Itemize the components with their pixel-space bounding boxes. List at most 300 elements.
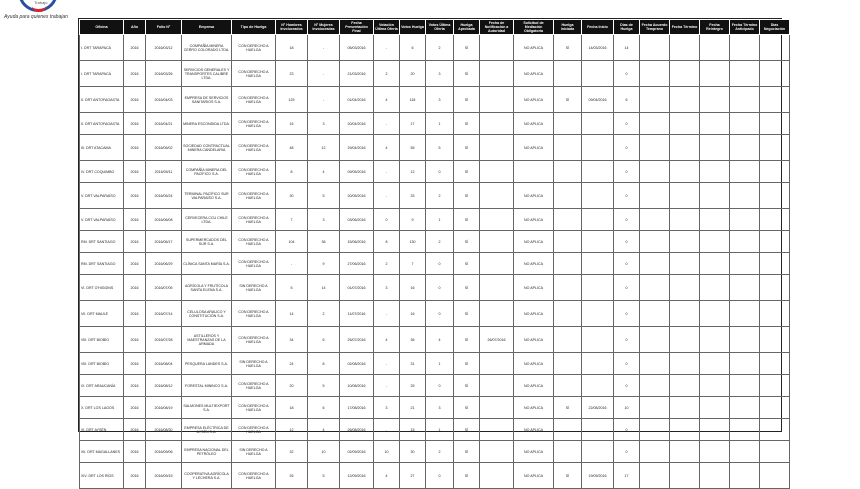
table-cell [730, 135, 760, 161]
table-cell [554, 275, 582, 301]
table-cell: 2016 [124, 35, 146, 61]
table-cell: 32 [276, 441, 308, 463]
table-cell [760, 61, 790, 87]
table-cell: 8 [374, 231, 400, 253]
table-cell: 2016 [124, 253, 146, 275]
table-cell [700, 419, 730, 441]
table-cell: 2016 [124, 183, 146, 209]
table-row [80, 209, 790, 231]
table-cell: NO APLICA [514, 463, 554, 489]
table-cell: EMPRESA NACIONAL DEL PETRÓLEO [182, 441, 232, 463]
table-cell: V. DRT VALPARAÍSO [80, 183, 124, 209]
table-cell: 18 [276, 397, 308, 419]
table-cell: 0 [426, 253, 454, 275]
table-cell: 02/08/2016 [340, 353, 374, 375]
table-cell [700, 183, 730, 209]
table-cell: 20 [276, 375, 308, 397]
table-cell: 118 [400, 87, 426, 113]
column-header: Votación Última Oferta [374, 20, 400, 35]
table-cell: NO APLICA [514, 419, 554, 441]
column-header: Fecha Acuerdo Temprano [640, 20, 670, 35]
table-cell: 1 [426, 353, 454, 375]
table-cell: 0 [614, 209, 640, 231]
table-cell: 2016 [124, 161, 146, 183]
table-cell: CELULOSA ARAUCO Y CONSTITUCIÓN S.A. [182, 301, 232, 327]
table-cell: CON DERECHO A HUELGA [232, 253, 276, 275]
table-cell: 2 [426, 441, 454, 463]
table-cell [760, 231, 790, 253]
table-row [80, 463, 790, 489]
table-cell [670, 353, 700, 375]
table-cell: 0 [614, 161, 640, 183]
table-cell [700, 209, 730, 231]
table-cell [700, 375, 730, 397]
table-cell [480, 135, 514, 161]
table-cell: CON DERECHO A HUELGA [232, 113, 276, 135]
table-cell [730, 301, 760, 327]
table-cell: CON DERECHO A HUELGA [232, 327, 276, 353]
table-cell: - [374, 301, 400, 327]
table-cell: 0 [614, 275, 640, 301]
table-cell: TERMINAL PACÍFICO SUR VALPARAÍSO S.A. [182, 183, 232, 209]
table-cell [480, 35, 514, 61]
table-cell [760, 375, 790, 397]
table-cell: 1 [426, 209, 454, 231]
column-header: Oficina [80, 20, 124, 35]
table-row [80, 87, 790, 113]
table-cell: 2016/08/19 [146, 397, 182, 419]
column-header: Días de Huelga [614, 20, 640, 35]
table-cell: 20/05/2016 [340, 183, 374, 209]
table-row [80, 183, 790, 209]
table-cell: CON DERECHO A HUELGA [232, 87, 276, 113]
table-row [80, 441, 790, 463]
table-cell [670, 209, 700, 231]
table-cell: 19/09/2016 [582, 463, 614, 489]
table-cell: 2016 [124, 301, 146, 327]
table-cell [760, 113, 790, 135]
table-cell: SÍ [554, 463, 582, 489]
table-cell: X. DRT LOS LAGOS [80, 397, 124, 419]
table-cell: SÍ [454, 183, 480, 209]
table-cell: MINERA ESCONDIDA LTDA. [182, 113, 232, 135]
column-header: N° Mujeres Involucradas [308, 20, 340, 35]
table-cell [700, 275, 730, 301]
table-cell [554, 231, 582, 253]
table-cell [640, 231, 670, 253]
table-cell: 17 [614, 463, 640, 489]
table-cell: I. DRT TARAPACÁ [80, 35, 124, 61]
table-cell: RM. DRT SANTIAGO [80, 253, 124, 275]
table-cell [730, 61, 760, 87]
strikes-table [79, 19, 790, 489]
table-cell: 12 [276, 419, 308, 441]
table-cell [582, 253, 614, 275]
table-cell [640, 35, 670, 61]
table-cell: CON DERECHO A HUELGA [232, 183, 276, 209]
table-cell: 14 [308, 275, 340, 301]
table-cell [640, 113, 670, 135]
table-cell: 130 [400, 231, 426, 253]
table-body [80, 35, 790, 489]
table-cell: 12 [400, 161, 426, 183]
table-cell: NO APLICA [514, 397, 554, 419]
table-cell: 14 [614, 35, 640, 61]
column-header: Fecha Término Anticipado [730, 20, 760, 35]
table-cell [730, 463, 760, 489]
table-cell [730, 441, 760, 463]
table-cell [480, 61, 514, 87]
column-header: Huelga Aprobada [454, 20, 480, 35]
table-cell: 0 [614, 113, 640, 135]
table-cell [640, 209, 670, 231]
table-row [80, 397, 790, 419]
table-cell: NO APLICA [514, 441, 554, 463]
column-header: Votos Huelga [400, 20, 426, 35]
table-cell: 2016/07/14 [146, 301, 182, 327]
column-header: Votos Última Oferta [426, 20, 454, 35]
column-header: Fecha Presentación Final [340, 20, 374, 35]
table-cell [640, 87, 670, 113]
table-cell: - [374, 419, 400, 441]
table-cell: 27/06/2016 [340, 253, 374, 275]
table-cell: 10 [374, 441, 400, 463]
table-cell: 6 [308, 327, 340, 353]
table-cell [730, 327, 760, 353]
table-cell: 9 [308, 253, 340, 275]
table-cell: 2016 [124, 87, 146, 113]
table-cell: 26 [276, 463, 308, 489]
table-cell [730, 161, 760, 183]
table-cell [670, 87, 700, 113]
table-cell: SÍ [454, 301, 480, 327]
table-cell: 15 [400, 419, 426, 441]
table-cell: 4 [426, 327, 454, 353]
table-row [80, 275, 790, 301]
table-cell [760, 419, 790, 441]
table-cell: 0 [614, 301, 640, 327]
table-cell: II. DRT ANTOFAGASTA [80, 113, 124, 135]
table-cell: 17/08/2016 [340, 397, 374, 419]
table-cell: 5 [276, 275, 308, 301]
table-cell [640, 253, 670, 275]
table-cell [670, 183, 700, 209]
table-cell: 0 [614, 353, 640, 375]
table-cell: - [308, 61, 340, 87]
table-cell [554, 301, 582, 327]
table-cell: - [374, 375, 400, 397]
table-cell: SÍ [454, 463, 480, 489]
table-cell: 104 [276, 231, 308, 253]
table-cell: EMPRESA DE SERVICIOS SANITARIOS S.A. [182, 87, 232, 113]
table-cell: 8 [276, 161, 308, 183]
table-cell: AGRÍCOLA Y FRUTÍCOLA SANTA ELENA S.A. [182, 275, 232, 301]
table-cell: - [374, 353, 400, 375]
table-cell [700, 61, 730, 87]
table-cell: 21 [400, 397, 426, 419]
table-cell [760, 35, 790, 61]
table-cell: 5 [308, 375, 340, 397]
table-cell: 26/08/2016 [340, 419, 374, 441]
table-cell: 02/09/2016 [340, 441, 374, 463]
table-cell: SIN DERECHO A HUELGA [232, 275, 276, 301]
table-cell [554, 113, 582, 135]
table-cell: SÍ [454, 397, 480, 419]
table-cell: 2016/06/17 [146, 231, 182, 253]
table-cell: 2016 [124, 275, 146, 301]
table-cell: 2016 [124, 441, 146, 463]
table-cell [640, 419, 670, 441]
table-cell: 34 [276, 327, 308, 353]
table-cell: SÍ [454, 209, 480, 231]
table-cell [480, 183, 514, 209]
table-cell: XIV. DRT LOS RÍOS [80, 463, 124, 489]
table-cell [640, 135, 670, 161]
column-header: Días Negociación [760, 20, 790, 35]
table-cell: COMPAÑÍA MINERA DEL PACÍFICO S.A. [182, 161, 232, 183]
table-cell: CON DERECHO A HUELGA [232, 397, 276, 419]
table-cell [480, 161, 514, 183]
table-cell [670, 161, 700, 183]
table-cell [730, 353, 760, 375]
table-cell: I. DRT TARAPACÁ [80, 61, 124, 87]
table-cell [730, 87, 760, 113]
table-cell: 2016/06/29 [146, 253, 182, 275]
table-cell: 2016/05/11 [146, 161, 182, 183]
table-cell: 20 [400, 61, 426, 87]
table-cell: 6 [400, 35, 426, 61]
table-cell [582, 441, 614, 463]
table-cell [730, 209, 760, 231]
table-cell: 11/07/2016 [340, 301, 374, 327]
table-cell: 2016/08/12 [146, 375, 182, 397]
table-cell: 0 [426, 463, 454, 489]
table-cell: 33 [400, 183, 426, 209]
table-cell [670, 327, 700, 353]
table-cell: III. DRT ATACAMA [80, 135, 124, 161]
table-cell: 15 [276, 113, 308, 135]
table-cell [480, 231, 514, 253]
table-cell [760, 397, 790, 419]
table-cell: SÍ [554, 87, 582, 113]
table-cell: 0 [426, 275, 454, 301]
table-cell: 15/06/2016 [340, 231, 374, 253]
table-cell: 2016/03/26 [146, 61, 182, 87]
table-cell [670, 301, 700, 327]
table-cell [700, 441, 730, 463]
table-cell [760, 161, 790, 183]
table-cell: 4 [308, 419, 340, 441]
table-cell: 2016/06/08 [146, 209, 182, 231]
table-cell: CERVECERA CCU CHILE LTDA. [182, 209, 232, 231]
table-cell: 2016/07/28 [146, 327, 182, 353]
table-cell: 55 [400, 135, 426, 161]
table-cell [730, 231, 760, 253]
table-cell: 2016/04/21 [146, 113, 182, 135]
table-cell: 5 [426, 135, 454, 161]
table-cell: 2016/05/02 [146, 135, 182, 161]
table-cell [730, 397, 760, 419]
table-cell [582, 419, 614, 441]
table-row [80, 253, 790, 275]
table-cell [582, 327, 614, 353]
table-cell: - [374, 183, 400, 209]
table-cell: 2016 [124, 397, 146, 419]
table-cell: CON DERECHO A HUELGA [232, 135, 276, 161]
table-cell [700, 353, 730, 375]
table-cell: 0 [614, 183, 640, 209]
table-cell: 1 [426, 419, 454, 441]
table-cell: 2016 [124, 327, 146, 353]
table-cell [480, 275, 514, 301]
table-cell: SÍ [454, 375, 480, 397]
table-cell: 16 [400, 275, 426, 301]
table-row [80, 61, 790, 87]
table-cell: CON DERECHO A HUELGA [232, 35, 276, 61]
table-cell: 3 [426, 87, 454, 113]
table-cell [582, 353, 614, 375]
table-cell [554, 375, 582, 397]
table-cell [700, 35, 730, 61]
table-cell [640, 61, 670, 87]
table-cell: XI. DRT AYSÉN [80, 419, 124, 441]
table-cell: 27 [400, 463, 426, 489]
table-cell: 36 [308, 231, 340, 253]
table-cell: 17 [400, 113, 426, 135]
column-header: Solicitud de Mediación Obligatoria [514, 20, 554, 35]
table-cell [640, 353, 670, 375]
table-cell: EMPRESA ELÉCTRICA DE AYSÉN S.A. [182, 419, 232, 441]
table-cell: 26/07/2016 [480, 327, 514, 353]
table-cell [582, 231, 614, 253]
table-cell [700, 113, 730, 135]
table-cell [582, 113, 614, 135]
table-cell [670, 419, 700, 441]
table-cell: 2 [426, 183, 454, 209]
table-cell [670, 231, 700, 253]
column-header: Fecha Inicio [582, 20, 614, 35]
table-cell: 2016/07/05 [146, 275, 182, 301]
table-cell: 2 [308, 301, 340, 327]
table-cell: 4 [308, 161, 340, 183]
table-cell [554, 353, 582, 375]
table-cell [730, 253, 760, 275]
table-cell [640, 397, 670, 419]
table-cell: 2 [374, 61, 400, 87]
table-cell: 0 [614, 327, 640, 353]
table-cell: 31 [400, 353, 426, 375]
table-cell: 01/04/2016 [340, 87, 374, 113]
table-cell [582, 161, 614, 183]
table-cell: SOCIEDAD CONTRACTUAL MINERA CANDELARIA [182, 135, 232, 161]
table-cell: VI. DRT O'HIGGINS [80, 275, 124, 301]
table-cell [700, 327, 730, 353]
table-cell: 6 [614, 87, 640, 113]
table-cell [480, 253, 514, 275]
table-cell [582, 209, 614, 231]
table-cell: 0 [614, 419, 640, 441]
table-cell: II. DRT ANTOFAGASTA [80, 87, 124, 113]
table-cell [554, 183, 582, 209]
table-cell: SIN DERECHO A HUELGA [232, 353, 276, 375]
table-cell: SÍ [454, 161, 480, 183]
table-cell: 29/04/2016 [340, 135, 374, 161]
table-cell: 0 [614, 135, 640, 161]
table-cell: 0 [614, 375, 640, 397]
table-cell: IX. DRT ARAUCANÍA [80, 375, 124, 397]
table-cell: NO APLICA [514, 135, 554, 161]
table-cell: 22/08/2016 [582, 397, 614, 419]
table-cell: 2016 [124, 463, 146, 489]
table-cell: - [374, 161, 400, 183]
table-cell: VII. DRT MAULE [80, 301, 124, 327]
table-cell: 0 [426, 161, 454, 183]
table-cell [670, 463, 700, 489]
table-cell: 4 [374, 463, 400, 489]
table-cell [670, 61, 700, 87]
table-cell: CON DERECHO A HUELGA [232, 301, 276, 327]
table-cell: 6 [308, 397, 340, 419]
table-cell [582, 275, 614, 301]
table-cell [700, 135, 730, 161]
table-cell: NO APLICA [514, 353, 554, 375]
table-cell [730, 183, 760, 209]
table-cell: 14/03/2016 [582, 35, 614, 61]
table-cell: NO APLICA [514, 253, 554, 275]
table-cell: SÍ [554, 397, 582, 419]
table-cell: 20/04/2016 [340, 113, 374, 135]
table-cell: 0 [426, 301, 454, 327]
table-cell [670, 441, 700, 463]
column-header: Huelga Iniciada [554, 20, 582, 35]
table-cell [554, 209, 582, 231]
table-cell [554, 61, 582, 87]
table-cell [760, 463, 790, 489]
table-cell [582, 61, 614, 87]
table-row [80, 353, 790, 375]
table-cell [760, 327, 790, 353]
table-cell: - [276, 253, 308, 275]
column-header: Folio N° [146, 20, 182, 35]
table-cell: SIN DERECHO A HUELGA [232, 441, 276, 463]
table-cell: COMPAÑÍA MINERA CERRO COLORADO LTDA. [182, 35, 232, 61]
table-cell: 3 [426, 397, 454, 419]
table-cell: 2 [426, 35, 454, 61]
table-cell [554, 135, 582, 161]
table-cell: SÍ [454, 353, 480, 375]
table-cell: 4 [374, 87, 400, 113]
table-cell [760, 353, 790, 375]
table-cell: PESQUERA LANDES S.A. [182, 353, 232, 375]
table-cell [480, 441, 514, 463]
table-row [80, 113, 790, 135]
table-cell [760, 301, 790, 327]
table-cell [730, 275, 760, 301]
table-cell [760, 209, 790, 231]
table-cell [582, 135, 614, 161]
table-cell: 3 [308, 209, 340, 231]
table-cell: 8 [308, 353, 340, 375]
table-cell: 0 [614, 441, 640, 463]
table-cell [480, 353, 514, 375]
table-cell: 2016 [124, 419, 146, 441]
table-cell [554, 253, 582, 275]
tagline: Ayuda para quienes trabajan [4, 14, 68, 20]
table-cell: SUPERMERCADOS DEL SUR S.A. [182, 231, 232, 253]
column-header: Fecha Reintegro [700, 20, 730, 35]
table-cell: XII. DRT MAGALLANES [80, 441, 124, 463]
table-cell: 16 [400, 301, 426, 327]
